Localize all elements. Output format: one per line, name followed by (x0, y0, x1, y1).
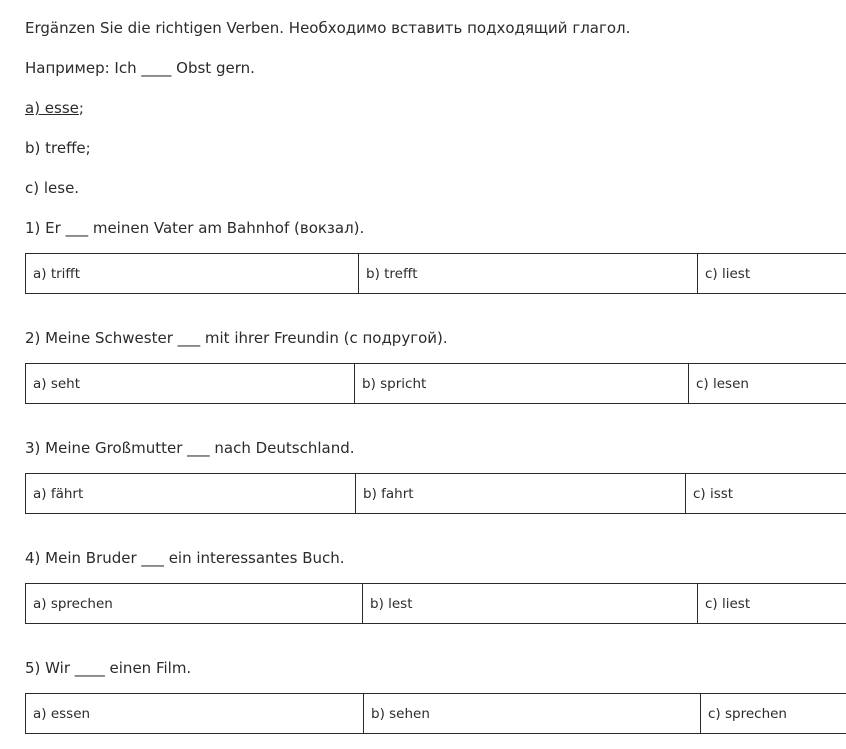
example-option-a-suffix: ; (78, 99, 84, 117)
question-3-option-c: c) isst (686, 474, 846, 514)
question-1-option-a: a) trifft (26, 254, 359, 294)
example-option-a-text: a) esse (25, 99, 79, 117)
example-sentence: Например: Ich ____ Obst gern. (25, 59, 255, 77)
question-1-option-c: c) liest (698, 254, 846, 294)
question-5: 5) Wir ____ einen Film. (25, 659, 192, 677)
question-4: 4) Mein Bruder ___ ein interessantes Buch. (25, 549, 345, 567)
question-4-option-c: c) liest (698, 584, 846, 624)
question-3-option-b: b) fahrt (356, 474, 686, 514)
question-2-option-a: a) seht (26, 364, 355, 404)
example-option-c: c) lese. (25, 179, 80, 197)
question-5-option-c: c) sprechen (701, 694, 846, 734)
example-option-b: b) treffe; (25, 139, 91, 157)
instruction-text: Ergänzen Sie die richtigen Verben. Необходимо вставить подходящий глагол. (25, 19, 631, 37)
question-3: 3) Meine Großmutter ___ nach Deutschland. (25, 439, 355, 457)
question-4-options (25, 583, 846, 624)
question-1-options (25, 253, 846, 294)
question-2: 2) Meine Schwester ___ mit ihrer Freundin (с подругой). (25, 329, 448, 347)
question-1: 1) Er ___ meinen Vater am Bahnhof (вокзал). (25, 219, 365, 237)
question-4-option-a: a) sprechen (26, 584, 363, 624)
example-option-a (25, 98, 84, 118)
question-2-option-b: b) spricht (355, 364, 689, 404)
question-5-option-a: a) essen (26, 694, 364, 734)
question-3-option-a: a) fährt (26, 474, 356, 514)
question-1-option-b: b) trefft (359, 254, 698, 294)
question-5-option-b: b) sehen (364, 694, 701, 734)
question-4-option-b: b) lest (363, 584, 698, 624)
question-2-options (25, 363, 846, 404)
question-5-options (25, 693, 846, 734)
question-3-options (25, 473, 846, 514)
question-2-option-c: c) lesen (689, 364, 846, 404)
